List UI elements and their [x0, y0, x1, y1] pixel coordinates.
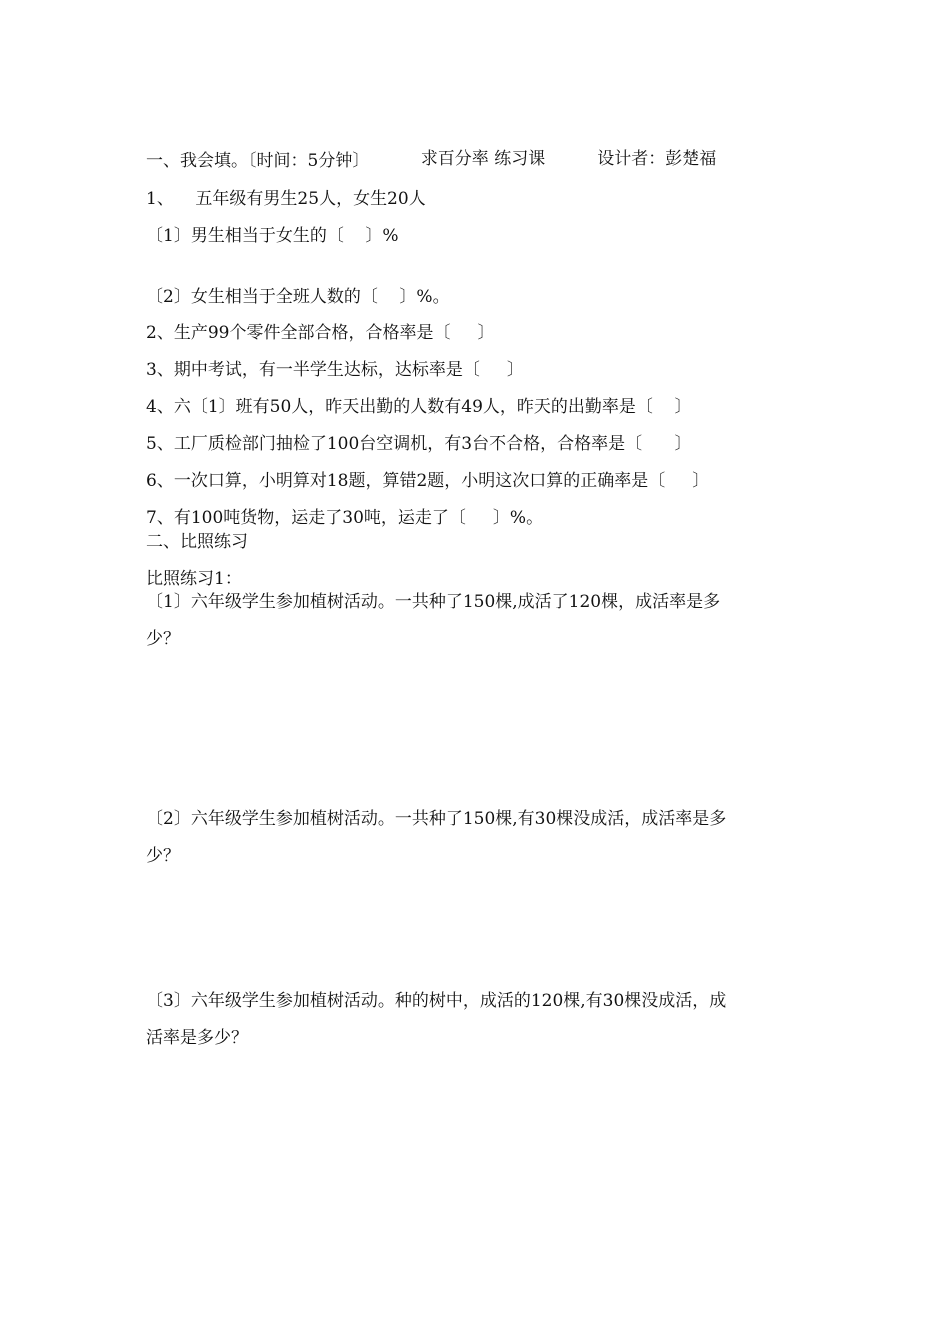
problem-2-line-1: 〔2〕六年级学生参加植树活动。一共种了150棵,有30棵没成活，成活率是多: [146, 809, 727, 829]
question-3: 3、期中考试，有一半学生达标，达标率是〔 〕: [146, 360, 524, 380]
problem-3-line-1: 〔3〕六年级学生参加植树活动。种的树中，成活的120棵,有30棵没成活，成: [146, 991, 727, 1011]
problem-1-line-2: 少？: [146, 629, 180, 649]
page-title: [410, 126, 716, 170]
problem-1-line-1: 〔1〕六年级学生参加植树活动。一共种了150棵,成活了120棵，成活率是多: [146, 592, 721, 612]
practice-1-heading: 比照练习1：: [146, 569, 242, 589]
question-1: 1、 五年级有男生25人，女生20人: [146, 189, 426, 209]
question-5: 5、工厂质检部门抽检了100台空调机，有3台不合格，合格率是〔 〕: [146, 434, 692, 454]
question-2: 2、生产99个零件全部合格，合格率是〔 〕: [146, 323, 495, 343]
question-4: 4、六〔1〕班有50人，昨天出勤的人数有49人，昨天的出勤率是〔 〕: [146, 397, 692, 417]
question-6: 6、一次口算，小明算对18题，算错2题，小明这次口算的正确率是〔 〕: [146, 471, 710, 491]
question-1-1: 〔1〕男生相当于女生的〔 〕%: [146, 226, 399, 246]
designer-text: 设计者：彭楚福: [597, 149, 717, 169]
problem-3-line-2: 活率是多少？: [146, 1028, 248, 1048]
question-7: 7、有100吨货物，运走了30吨，运走了〔 〕%。: [146, 508, 544, 528]
section2-heading: 二、比照练习: [146, 532, 248, 552]
question-1-2: 〔2〕女生相当于全班人数的〔 〕%。: [146, 287, 450, 307]
section1-heading: 一、我会填。〔时间：5分钟〕: [146, 151, 370, 171]
problem-2-line-2: 少？: [146, 846, 180, 866]
title-text: 求百分率 练习课: [420, 149, 546, 169]
